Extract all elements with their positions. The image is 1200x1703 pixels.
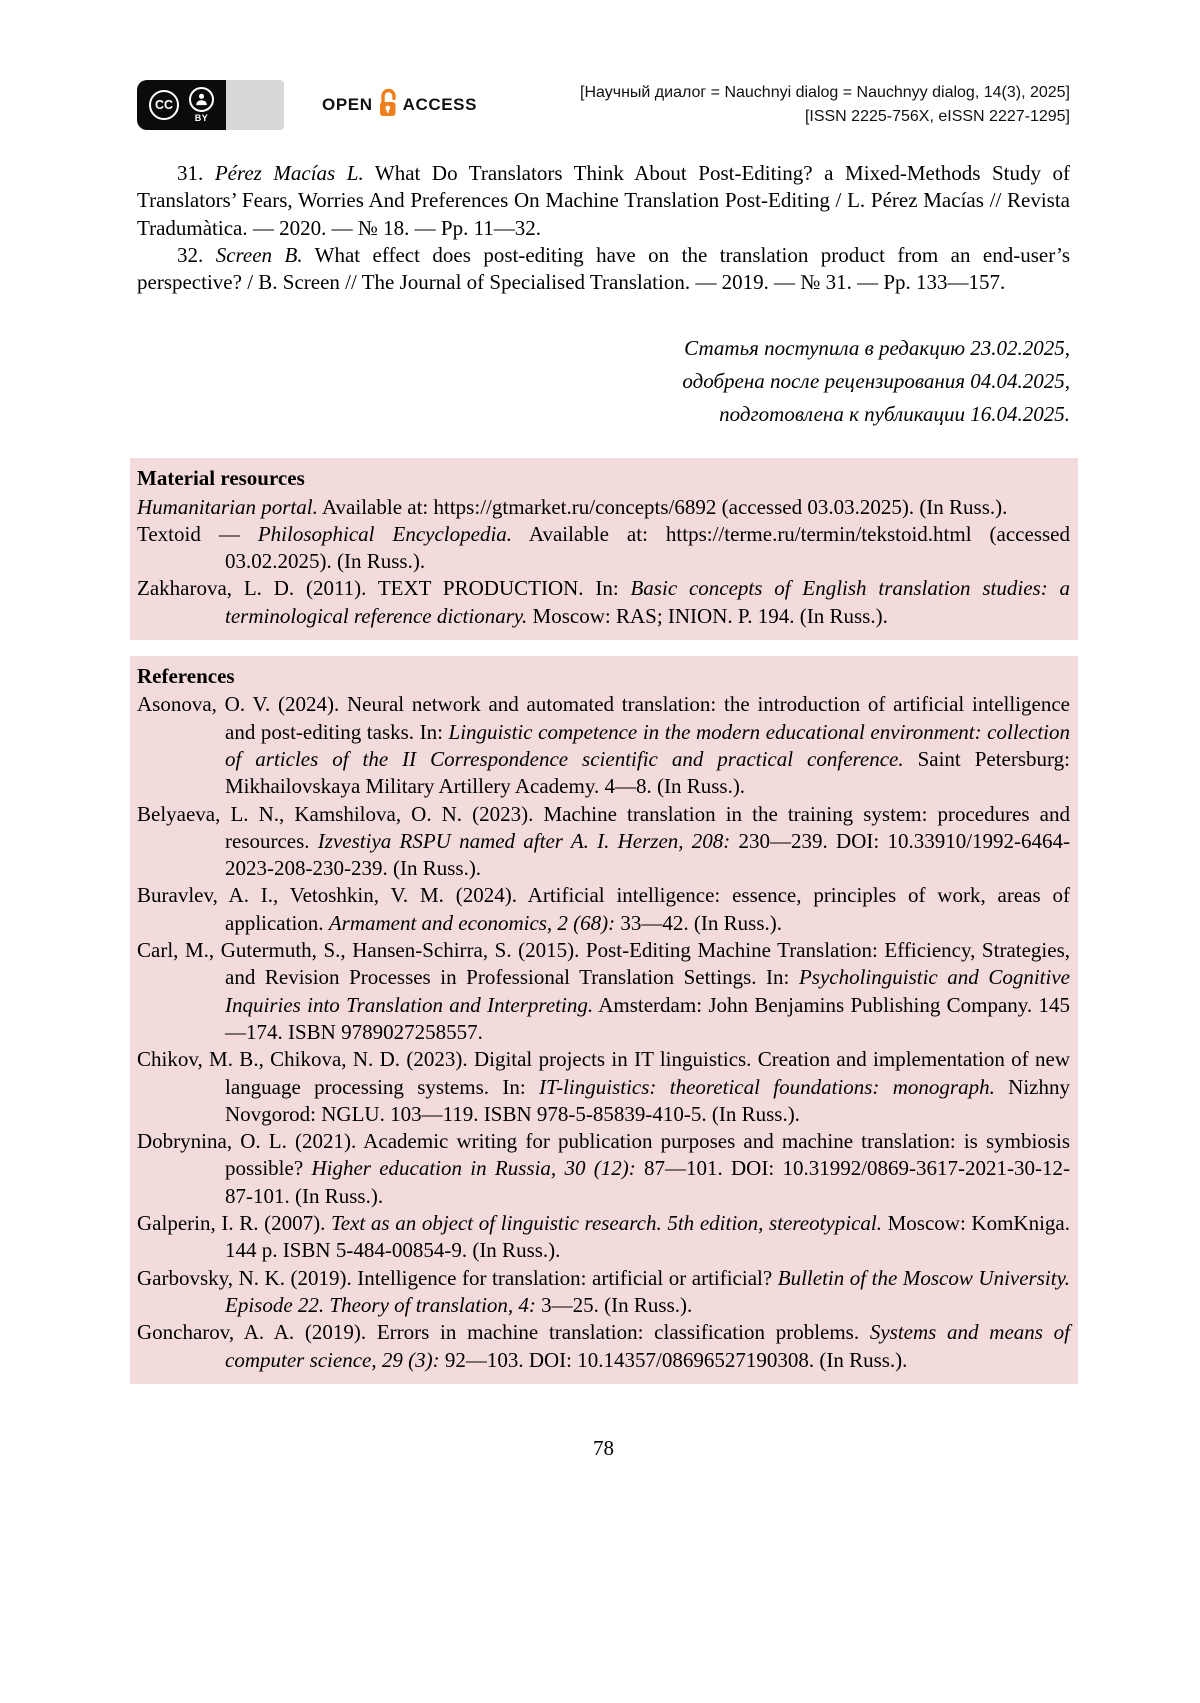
references-section [130,656,1078,1384]
reference-entry: Garbovsky, N. K. (2019). Intelligence for translation: artificial or artificial? Bulletin of the Moscow University. Episode 22. Theory of translation, 4: 3—25. (In Russ.). [137,1265,1070,1317]
by-attribution-mark [189,87,214,123]
material-resources-list [137,494,1070,630]
by-label: BY [194,113,209,123]
journal-issn-line: [ISSN 2225-756X, eISSN 2227-1295] [804,108,1070,125]
reference-entry: Carl, M., Gutermuth, S., Hansen-Schirra, S. (2015). Post-Editing Machine Translation: Efficiency, Strategies, and Revision Processes in Professional Translation Settings. In: Psycholinguistic and Cognitive Inquiries into Translation and Interpreting. Amsterdam: John Benjamins Publishing Company. 145—174. ISBN 9789027258557. [137,938,1070,1044]
numbered-references [137,160,1070,296]
journal-info [477,81,1070,129]
reference-entry: Buravlev, A. I., Vetoshkin, V. M. (2024). Artificial intelligence: essence, principles of work, areas of application. Armament and economics, 2 (68): 33—42. (In Russ.). [137,883,1070,935]
open-access-access-label: ACCESS [402,95,478,114]
material-resources-section [130,458,1078,640]
submission-note-line: одобрена после рецензирования 04.04.2025, [682,369,1070,394]
cc-by-license-badge [137,80,284,130]
reference-entry: Goncharov, A. A. (2019). Errors in machine translation: classification problems. Systems and means of computer science, 29 (3): 92—103. DOI: 10.14357/08696527190308. (In Russ.). [137,1320,1071,1372]
open-access-logo [322,87,477,124]
numbered-reference: 31. Pérez Macías L. What Do Translators Think About Post-Editing? a Mixed-Methods Study of Translators’ Fears, Worries And Preferences On Machine Translation Post-Editing / L. Pérez Macías // Revista Tradumàtica. — 2020. — № 18. — Pp. 11—32. [137,161,1071,240]
page-number: 78 [593,1435,614,1460]
journal-title-line: [Научный диалог = Nauchnyi dialog = Nauchnyy dialog, 14(3), 2025] [580,84,1070,101]
material-resource-entry: Zakharova, L. D. (2011). TEXT PRODUCTION. In: Basic concepts of English translation studies: a terminological reference dictionary. Moscow: RAS; INION. P. 194. (In Russ.). [137,576,1070,628]
open-access-open-label: OPEN [322,95,373,114]
reference-entry: Chikov, M. B., Chikova, N. D. (2023). Digital projects in IT linguistics. Creation and implementation of new language processing systems. In: IT-linguistics: theoretical foundations: monograph. Nizhny Novgorod: NGLU. 103—119. ISBN 978-5-85839-410-5. (In Russ.). [137,1047,1070,1126]
page-header [137,80,1070,130]
reference-entry: Dobrynina, O. L. (2021). Academic writing for publication purposes and machine translation: is symbiosis possible? Higher education in Russia, 30 (12): 87—101. DOI: 10.31992/0869-3617-2021-30-12-87-101. (In Russ.). [137,1129,1070,1208]
submission-note [137,332,1070,430]
cc-icon: CC [149,90,179,120]
cc-badge-gray-panel [226,80,284,130]
person-icon [189,87,214,112]
reference-entry: Galperin, I. R. (2007). Text as an object of linguistic research. 5th edition, stereotypical. Moscow: KomKniga. 144 p. ISBN 5-484-00854-9. (In Russ.). [137,1211,1070,1263]
reference-entry: Asonova, O. V. (2024). Neural network and automated translation: the introduction of artificial intelligence and post-editing tasks. In: Linguistic competence in the modern educational environment: collection of articles of the II Correspondence scientific and practical conference. Saint Petersburg: Mikhailovskaya Military Artillery Academy. 4—8. (In Russ.). [137,692,1070,799]
page-footer [137,1436,1070,1461]
cc-badge-black-panel [137,80,226,130]
material-resources-heading: Material resources [137,466,305,491]
material-resource-entry: Textoid — Philosophical Encyclopedia. Available at: https://terme.ru/termin/tekstoid.html (accessed 03.02.2025). (In Russ.). [137,521,1070,574]
submission-note-line: подготовлена к публикации 16.04.2025. [719,401,1070,426]
references-list [137,691,1070,1373]
reference-entry: Belyaeva, L. N., Kamshilova, O. N. (2023). Machine translation in the training system: procedures and resources. Izvestiya RSPU named after A. I. Herzen, 208: 230—239. DOI: 10.33910/1992-6464-2023-208-230-239. (In Russ.). [137,801,1071,881]
references-heading: References [137,664,235,688]
submission-note-line: Статья поступила в редакцию 23.02.2025, [684,336,1070,361]
open-lock-icon [377,87,399,124]
material-resource-entry: Humanitarian portal. Available at: https://gtmarket.ru/concepts/6892 (accessed 03.03.2025). (In Russ.). [137,494,1008,519]
numbered-reference: 32. Screen B. What effect does post-editing have on the translation product from an end-user’s perspective? / B. Screen // The Journal of Specialised Translation. — 2019. — № 31. — Pp. 133—157. [137,242,1071,295]
